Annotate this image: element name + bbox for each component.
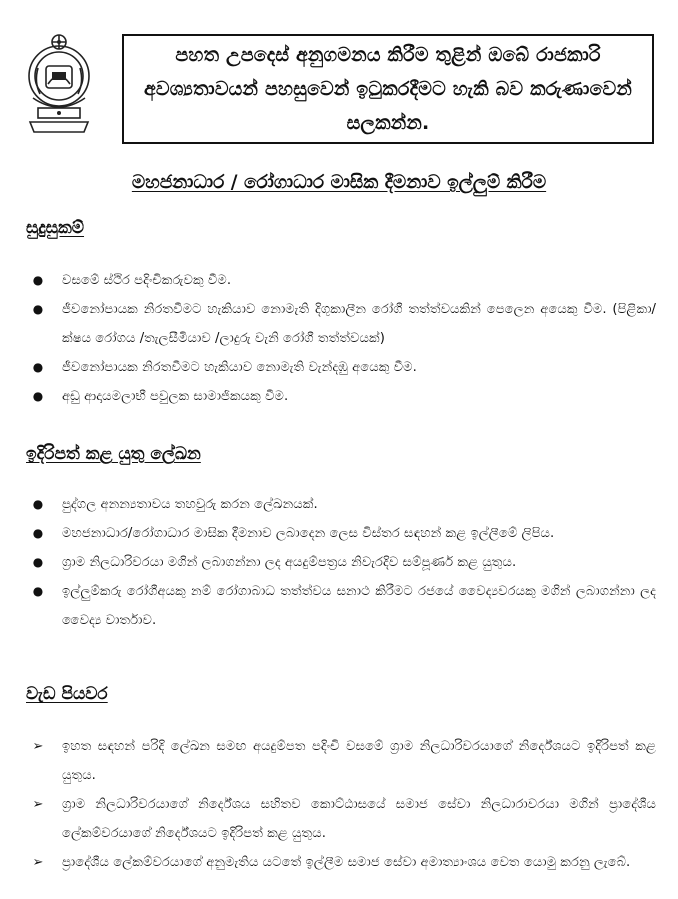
list-item: ➢ ග්‍රාම නිලධාරිවරයාගේ නිර්දේශය සහිතව කොට්ඨාසයේ සමාජ සේවා නිලධාරාවරයා මගින් ප්‍රාදේශීය ලේකම්වරයාගේ නිර්දේශයට ඉදිරිපත් කළ යුතුය. bbox=[26, 790, 656, 848]
sri-lanka-emblem-logo bbox=[18, 28, 100, 138]
arrow-icon: ➢ bbox=[32, 855, 44, 870]
list-item: ● ජීවනෝපායක නිරතවීමට හැකියාව නොමැති දිගුකාලීන රෝගී තත්ත්වයකින් පෙලෙන අයෙකු වීම. (පිළිකා/ක්ෂය රෝගය /තැලසීමියාව /ලාදුරු වැනි රෝගී තත්ත්වයක්) bbox=[26, 295, 656, 353]
eligibility-list bbox=[26, 266, 656, 411]
list-item: ● ඉල්ලුම්කරු රෝගීඅයකු නම් රෝගාබාධ තත්ත්වය සනාථ කිරීමට රජයේ වෛද්‍යවරයකු මගින් ලබාගන්නා ලද වෛද්‍ය වාර්තාව. bbox=[26, 577, 656, 635]
procedure-heading: වැඩ පියවර bbox=[26, 684, 108, 704]
notice-text: පහත උපදෙස් අනුගමනය කිරීම තුළින් ඔබේ රාජකාරි අවශ්‍යතාවයන් පහසුවෙන් ඉටුකරදීමට හැකි බව කරුණාවෙන් සලකන්න. bbox=[143, 44, 633, 134]
list-item: ➢ ප්‍රාදේශීය ලේකම්වරයාගේ අනුමැතිය යටතේ ඉල්ලීම සමාජ සේවා අමාත්‍යාංශය වෙත යොමු කරනු ලැබේ. bbox=[26, 848, 656, 877]
list-item: ● පුද්ගල අනන්‍යතාවය තහවුරු කරන ලේඛනයක්. bbox=[26, 490, 656, 519]
document-title-text: මහජනාධාර / රෝගාධාර මාසික දීමනාව ඉල්ලුම් කිරීම bbox=[131, 172, 547, 193]
bullet-icon: ● bbox=[32, 526, 44, 540]
notice-box bbox=[122, 34, 654, 144]
list-item: ● අඩු ආදායමලාභී පවුලක සාමාජිකයකු වීම. bbox=[26, 382, 656, 411]
bullet-icon: ● bbox=[32, 273, 44, 287]
bullet-icon: ● bbox=[32, 497, 44, 511]
bullet-icon: ● bbox=[32, 389, 44, 403]
bullet-icon: ● bbox=[32, 584, 44, 598]
document-title bbox=[0, 172, 678, 193]
list-item: ● වසමේ ස්ථිර පදිංචිකරුවකු වීම. bbox=[26, 266, 656, 295]
list-item: ➢ ඉහත සඳහන් පරිදි ලේඛන සමඟ අයදුම්පත පදිංචි වසමේ ග්‍රාම නිලධාරිවරයාගේ නිර්දේශයට ඉදිරිපත් කළ යුතුය. bbox=[26, 732, 656, 790]
bullet-icon: ● bbox=[32, 555, 44, 569]
eligibility-heading: සුදුසුකම් bbox=[26, 218, 85, 238]
procedure-list bbox=[26, 732, 656, 877]
list-item: ● මහජනාධාර/රෝගාධාර මාසික දීමනාව ලබාදෙන ලෙස විස්තර සඳහන් කළ ඉල්ලීමේ ලිපිය. bbox=[26, 519, 656, 548]
documents-list bbox=[26, 490, 656, 635]
arrow-icon: ➢ bbox=[32, 797, 44, 812]
list-item: ● ජීවනෝපායක නිරතවීමට හැකියාව නොමැති වැන්දඹු අයෙකු වීම. bbox=[26, 353, 656, 382]
documents-heading: ඉදිරිපත් කළ යුතු ලේඛන bbox=[26, 444, 201, 464]
list-item: ● ග්‍රාම නිලධාරිවරයා මගින් ලබාගන්නා ලද අයදුම්පත්‍රය නිවැරදිව සම්පූර්ණ කළ යුතුය. bbox=[26, 548, 656, 577]
arrow-icon: ➢ bbox=[32, 739, 44, 754]
bullet-icon: ● bbox=[32, 360, 44, 374]
bullet-icon: ● bbox=[32, 302, 44, 316]
